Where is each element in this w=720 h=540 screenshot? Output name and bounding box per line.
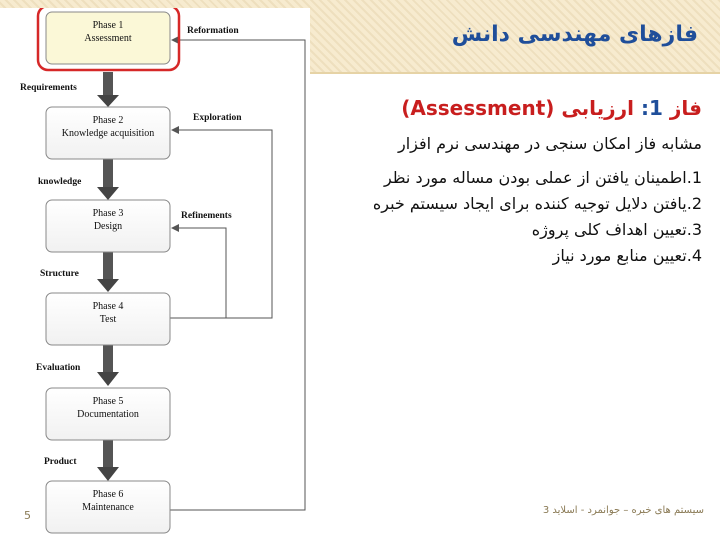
phase-heading-number: 1: [640, 96, 663, 120]
list-item: 4.تعیین منابع مورد نیاز [552, 246, 702, 265]
phase-heading [310, 96, 702, 120]
slide-content [310, 96, 702, 269]
feedback-label-exploration: Exploration [193, 113, 242, 123]
intro-text: مشابه فاز امکان سنجی در مهندسی نرم افزار [397, 134, 702, 153]
feedback-exploration-line [170, 130, 272, 318]
flow-label-evaluation: Evaluation [36, 363, 81, 373]
feedback-refinements-line [172, 228, 226, 318]
flow-arrow-2 [97, 159, 119, 200]
flow-arrow-3 [97, 252, 119, 292]
phase-1-number: Phase 1 [92, 20, 124, 31]
knowledge-engineering-diagram [0, 8, 310, 540]
phase-5-number: Phase 5 [92, 396, 124, 407]
feedback-label-refinements: Refinements [181, 211, 232, 221]
feedback-label-reformation: Reformation [187, 26, 239, 36]
flow-label-structure: Structure [40, 269, 79, 279]
flow-label-requirements: Requirements [20, 83, 77, 93]
flow-label-product: Product [44, 457, 77, 467]
phase-4-number: Phase 4 [92, 301, 124, 312]
slide-page-number: 5 [24, 509, 31, 522]
phase-5-name: Documentation [77, 409, 139, 420]
phase-1-name: Assessment [84, 33, 132, 44]
phase-heading-text: ارزیابی (Assessment) [401, 96, 641, 120]
phase-heading-prefix: فاز [662, 96, 702, 120]
list-item: 2.یافتن دلایل توجیه کننده برای ایجاد سیستم خبره [372, 194, 702, 213]
flow-arrow-1 [97, 72, 119, 107]
phase-6-number: Phase 6 [92, 489, 124, 500]
list-item: 3.تعیین اهداف کلی پروژه [531, 220, 702, 239]
flow-label-knowledge: knowledge [38, 177, 82, 187]
feedback-reformation-line [170, 40, 305, 510]
slide-title: فازهای مهندسی دانش [451, 22, 698, 47]
flow-arrow-4 [97, 345, 119, 386]
phase-4-name: Test [99, 314, 117, 325]
flow-arrow-5 [97, 440, 119, 481]
list-item: 1.اطمینان یافتن از عملی بودن مساله مورد نظر [383, 168, 702, 187]
phase-3-name: Design [93, 221, 123, 232]
footer-caption: سیستم های خبره – جوانمرد - اسلاید 3 [542, 505, 704, 516]
goals-list [310, 165, 702, 269]
phase-3-number: Phase 3 [92, 208, 124, 219]
phase-2-number: Phase 2 [92, 115, 124, 126]
phase-6-name: Maintenance [82, 502, 134, 513]
phase-2-name: Knowledge acquisition [61, 128, 155, 139]
